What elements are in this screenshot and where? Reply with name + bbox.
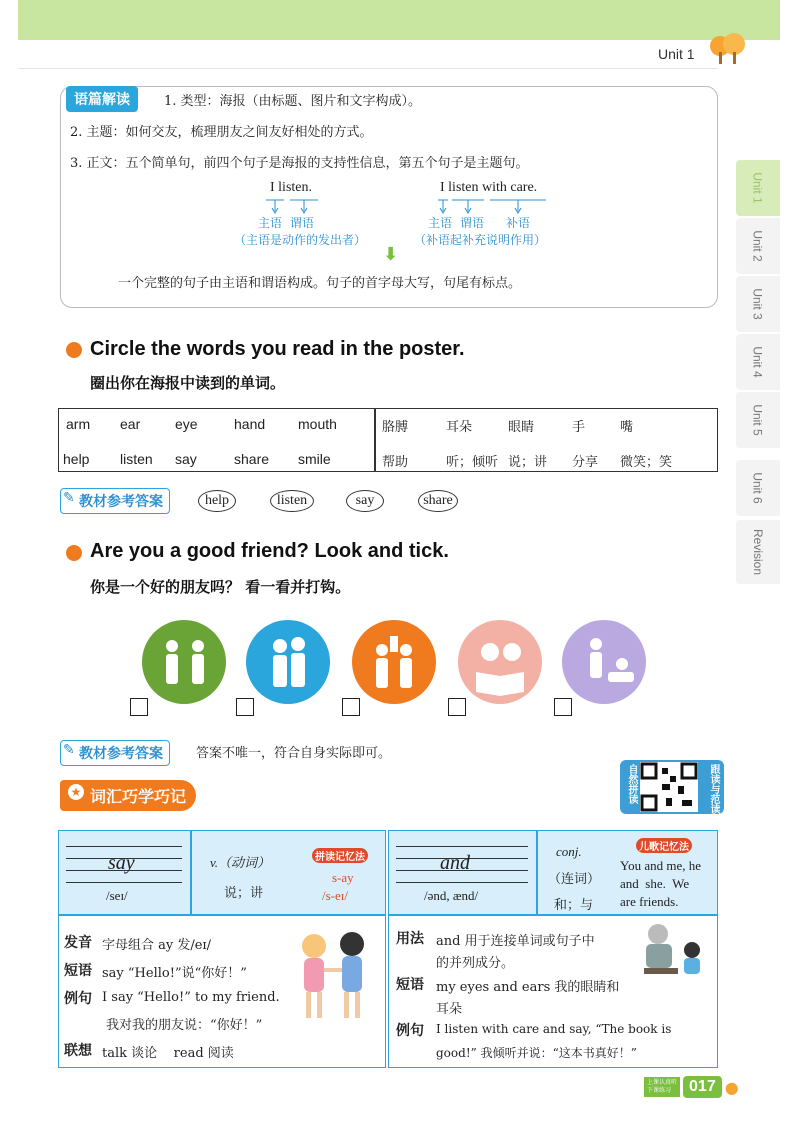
vocab-word-say: say: [108, 852, 135, 874]
qr-label-left: 自然拼读: [626, 764, 637, 804]
tick-box-2[interactable]: [236, 698, 254, 716]
word-cell: say: [175, 451, 197, 467]
example-1-predicate: 谓语: [290, 216, 315, 230]
ruled-line: [66, 882, 182, 883]
word-cell: help: [63, 451, 90, 467]
example-1-subject: 主语: [258, 216, 283, 230]
section1-title-en: Circle the words you read in the poster.: [90, 338, 465, 360]
example-1-sentence: I listen.: [270, 180, 312, 195]
ruled-line: [396, 882, 528, 883]
phonetic-and: /ənd, ænd/: [424, 888, 479, 903]
example-1-arrows: [262, 198, 332, 214]
usage-line-2: 的并列成分。: [436, 956, 515, 971]
analysis-line-2: 2. 主题：如何交友，梳理朋友之间友好相处的方式。: [70, 125, 373, 140]
answer-oval: say: [346, 490, 384, 512]
card-divider: [388, 914, 718, 916]
qr-code-icon[interactable]: [640, 762, 698, 812]
picture-sharing-book-icon: [458, 620, 542, 704]
answer-oval: listen: [270, 490, 314, 512]
page-number: 017: [683, 1076, 722, 1098]
card-divider: [190, 831, 192, 915]
word-cell: listen: [120, 451, 153, 467]
example-1-note: （主语是动作的发出者）: [234, 233, 367, 247]
word-zh-cell: 微笑；笑: [620, 455, 673, 470]
rhyme-line-1: You and me, he: [620, 858, 702, 873]
section-bullet-icon: [66, 545, 82, 561]
example-2-subject: 主语: [428, 216, 453, 230]
rhyme-line-2: and she. We: [620, 876, 690, 891]
pron-text: 字母组合 ay 发/eɪ/: [102, 938, 211, 953]
word-cell: share: [234, 451, 270, 467]
label-association: 联想: [64, 1043, 92, 1059]
example-2-complement: 补语: [506, 216, 531, 230]
words-table-divider: [374, 408, 376, 472]
side-tab-unit5[interactable]: Unit 5: [736, 392, 780, 448]
word-zh-cell: 帮助: [382, 455, 409, 470]
qr-label-right: 跟读与范读: [708, 764, 719, 814]
grandma-and-child-illustration: [636, 920, 712, 982]
word-cell: arm: [66, 416, 91, 432]
tick-box-1[interactable]: [130, 698, 148, 716]
meaning-and: 和；与: [554, 898, 594, 913]
label-phrase-and: 短语: [396, 977, 424, 993]
word-zh-cell: 耳朵: [446, 420, 473, 435]
analysis-badge: 语篇解读: [66, 86, 138, 112]
label-example-and: 例句: [396, 1023, 424, 1039]
section-bullet-icon: [66, 342, 82, 358]
side-tab-unit1[interactable]: Unit 1: [736, 160, 780, 216]
usage-line-1: and 用于连接单词或句子中: [436, 934, 595, 949]
side-tab-unit3[interactable]: Unit 3: [736, 276, 780, 332]
card-divider: [58, 914, 386, 916]
example-2-sentence: I listen with care.: [440, 180, 538, 195]
tick-box-4[interactable]: [448, 698, 466, 716]
phrase-text: say “Hello!”说“你好！”: [102, 966, 247, 981]
down-arrow-icon: ⬇: [383, 244, 399, 265]
word-zh-cell: 嘴: [620, 420, 634, 435]
word-zh-cell: 胳膊: [382, 420, 409, 435]
example-and-line-1: I listen with care and say, “The book is: [436, 1022, 672, 1036]
label-example: 例句: [64, 991, 92, 1007]
rhyme-line-3: are friends.: [620, 894, 679, 909]
word-cell: ear: [120, 416, 141, 432]
picture-listening-icon: [142, 620, 226, 704]
analysis-conclusion: 一个完整的句子由主语和谓语构成。句子的首字母大写，句尾有标点。: [118, 276, 522, 291]
picture-helping-icon: [562, 620, 646, 704]
memo-tag-say: 拼读记忆法: [312, 848, 368, 863]
side-tab-unit6[interactable]: Unit 6: [736, 460, 780, 516]
example-2-predicate: 谓语: [460, 216, 485, 230]
card-divider: [536, 831, 538, 915]
vocab-header: ★ 词汇巧学巧记: [60, 780, 196, 811]
answer-oval: help: [198, 490, 236, 512]
memo-say-line2: /s-eɪ/: [322, 888, 348, 903]
pos-and-zh: （连词）: [548, 872, 601, 887]
memo-say-line1: s-ay: [332, 870, 354, 885]
association-text: talk 谈论 read 阅读: [102, 1046, 234, 1061]
pos-and: conj.: [556, 844, 582, 859]
girls-shaking-hands-illustration: [292, 926, 376, 1026]
unit-label: Unit 1: [658, 46, 695, 62]
side-tab-unit2[interactable]: Unit 2: [736, 218, 780, 274]
bear-icon: ●: [724, 1077, 739, 1097]
label-usage: 用法: [396, 931, 424, 947]
word-cell: mouth: [298, 416, 337, 432]
side-tab-revision[interactable]: Revision: [736, 520, 780, 584]
tick-box-5[interactable]: [554, 698, 572, 716]
example-2-note: （补语起补充说明作用）: [414, 233, 547, 247]
picture-high-five-icon: [352, 620, 436, 704]
page-footer: [644, 1076, 739, 1098]
tree-icon: [706, 32, 750, 66]
header-divider: [18, 68, 718, 69]
section2-title-en: Are you a good friend? Look and tick.: [90, 540, 449, 562]
analysis-line-3: 3. 正文：五个简单句，前四个句子是海报的支持性信息，第五个句子是主题句。: [70, 156, 529, 171]
word-zh-cell: 眼睛: [508, 420, 535, 435]
tick-box-3[interactable]: [342, 698, 360, 716]
ruled-line: [396, 846, 528, 847]
answer-oval: share: [418, 490, 458, 512]
example-en: I say “Hello!” to my friend.: [102, 990, 280, 1005]
word-zh-cell: 分享: [572, 455, 599, 470]
word-cell: smile: [298, 451, 331, 467]
example-zh: 我对我的朋友说：“你好！”: [106, 1018, 263, 1033]
pos-say: v.（动词）: [210, 855, 271, 870]
meaning-say: 说；讲: [224, 886, 264, 901]
key-icon: ✎: [63, 742, 75, 758]
memo-tag-and: 儿歌记忆法: [636, 838, 692, 853]
phrase-and-line-1: my eyes and ears 我的眼睛和: [436, 980, 620, 995]
side-tab-unit4[interactable]: Unit 4: [736, 334, 780, 390]
vocab-word-and: and: [440, 852, 470, 874]
section1-title-zh: 圈出你在海报中读到的单词。: [90, 374, 286, 392]
star-icon: ★: [68, 784, 84, 800]
label-pronunciation: 发音: [64, 935, 92, 951]
phonetic-say: /seɪ/: [106, 888, 128, 903]
key-icon: ✎: [63, 490, 75, 506]
reference-answer-2: ✎ 教材参考答案: [60, 740, 170, 766]
footer-slogan: 上课认真听 下课练习: [644, 1077, 680, 1097]
word-cell: hand: [234, 416, 266, 432]
word-zh-cell: 手: [572, 420, 586, 435]
example-and-line-2: good!” 我倾听并说：“这本书真好！”: [436, 1046, 637, 1060]
example-2-arrows: [434, 198, 554, 214]
section2-title-zh: 你是一个好的朋友吗？ 看一看并打钩。: [90, 578, 351, 596]
label-phrase: 短语: [64, 963, 92, 979]
phrase-and-line-2: 耳朵: [436, 1002, 463, 1017]
ruled-line: [66, 846, 182, 847]
reference-answer-2-text: 答案不唯一，符合自身实际即可。: [196, 746, 392, 761]
reference-answer-1: ✎ 教材参考答案: [60, 488, 170, 514]
picture-whispering-icon: [246, 620, 330, 704]
word-zh-cell: 说；讲: [508, 455, 548, 470]
analysis-line-1: 1. 类型：海报（由标题、图片和文字构成）。: [164, 94, 422, 109]
word-cell: eye: [175, 416, 198, 432]
word-zh-cell: 听；倾听: [446, 455, 499, 470]
header-band: [18, 0, 780, 40]
